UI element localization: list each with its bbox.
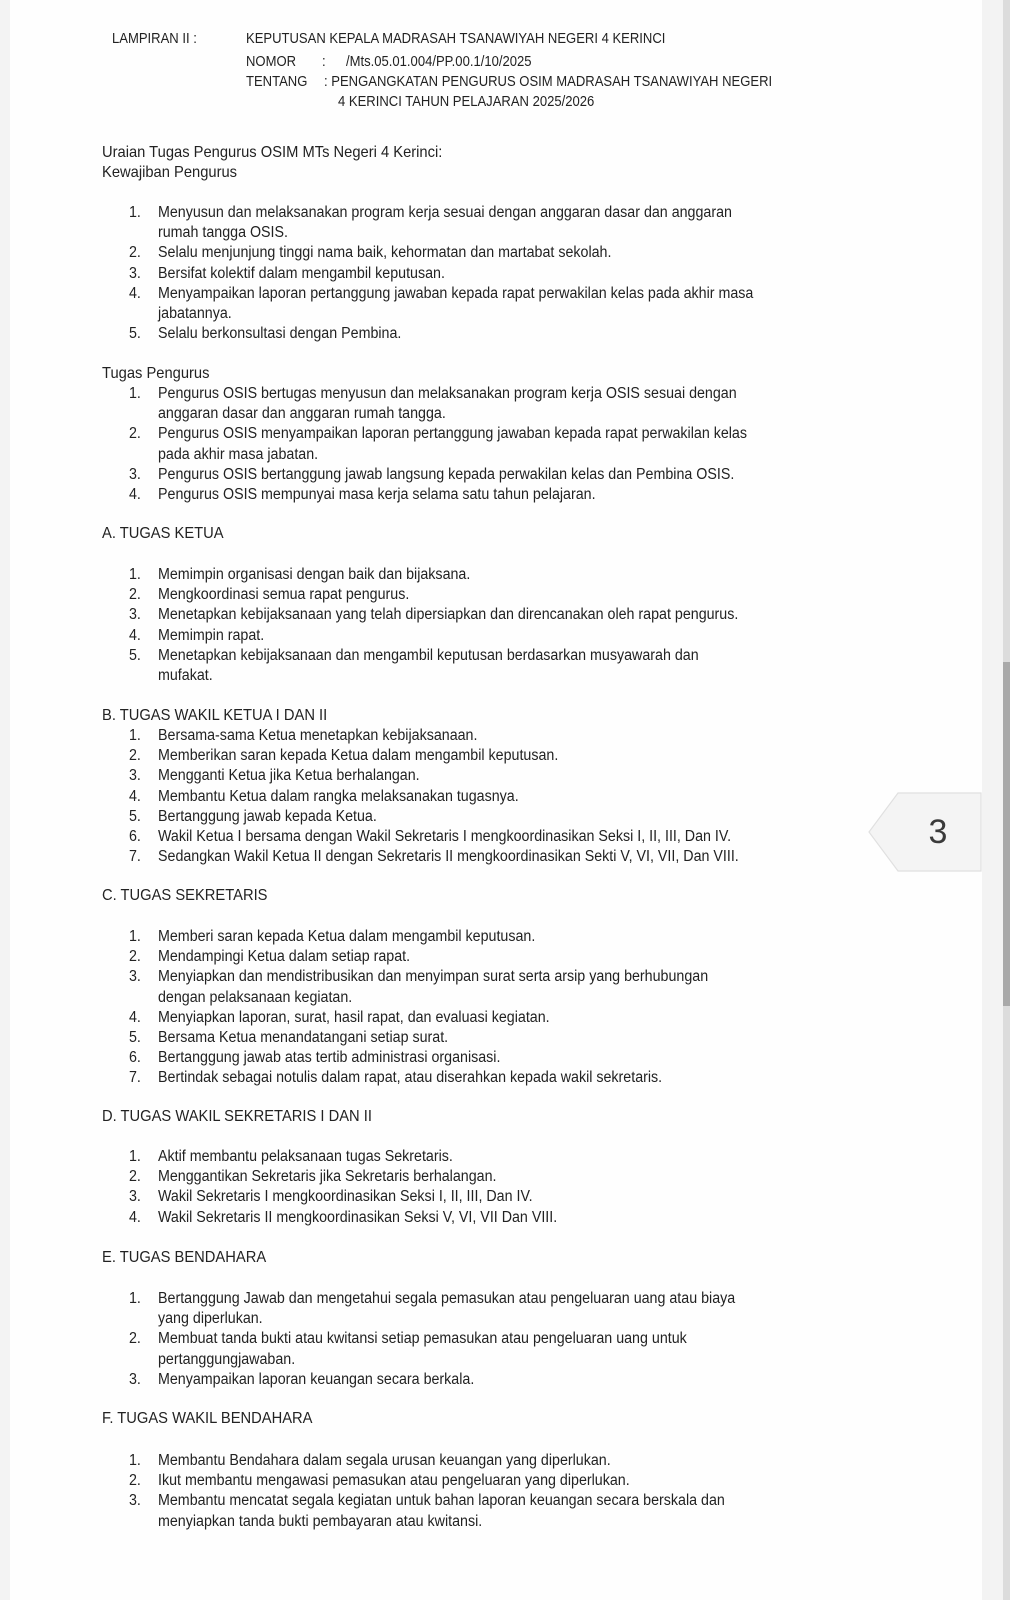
list-item-number: 5.: [129, 325, 141, 343]
list-item-number: 2.: [129, 747, 141, 765]
intro-title: Uraian Tugas Pengurus OSIM MTs Negeri 4 Kerinci:: [102, 144, 443, 161]
list-item-number: 3.: [129, 1492, 141, 1510]
tentang-label: TENTANG: [246, 74, 308, 90]
list-item-text: Mendampingi Ketua dalam setiap rapat.: [158, 948, 411, 966]
list-item-text: Bertanggung jawab atas tertib administrasi organisasi.: [158, 1049, 501, 1067]
list-item-number: 1.: [129, 385, 141, 402]
list-item-text: Bertanggung jawab kepada Ketua.: [158, 807, 377, 825]
list-item-number: 5.: [129, 807, 141, 825]
tentang-value-line1: : PENGANGKATAN PENGURUS OSIM MADRASAH TSANAWIYAH NEGERI: [324, 74, 773, 90]
list-item-number: 3.: [129, 968, 141, 986]
list-item-text: Memberikan saran kepada Ketua dalam mengambil keputusan.: [158, 747, 559, 765]
section-b-title: B. TUGAS WAKIL KETUA I DAN II: [102, 707, 328, 724]
list-item-text: Menyiapkan laporan, surat, hasil rapat, dan evaluasi kegiatan.: [158, 1008, 550, 1026]
list-item-text: Menyampaikan laporan keuangan secara berkala.: [158, 1370, 475, 1388]
list-item-text: Membantu mencatat segala kegiatan untuk bahan laporan keuangan secara berskala dan: [158, 1492, 725, 1510]
tugas-pengurus-title: Tugas Pengurus: [102, 365, 210, 382]
list-item-text: Ikut membantu mengawasi pemasukan atau pengeluaran yang diperlukan.: [158, 1472, 630, 1490]
list-item-text: Membantu Bendahara dalam segala urusan keuangan yang diperlukan.: [158, 1452, 611, 1469]
list-item-number: 1.: [129, 566, 141, 583]
list-item-number: 2.: [129, 1168, 141, 1186]
list-item-text: Pengurus OSIS mempunyai masa kerja selama satu tahun pelajaran.: [158, 486, 596, 503]
list-item-number: 1.: [129, 1148, 141, 1165]
list-item-number: 1.: [129, 204, 141, 221]
list-item-text: Bersama-sama Ketua menetapkan kebijaksanaan.: [158, 727, 478, 744]
list-item-text: Memberi saran kepada Ketua dalam mengambil keputusan.: [158, 928, 536, 945]
list-item-number: 2.: [129, 948, 141, 966]
list-item-text: Memimpin rapat.: [158, 626, 265, 644]
list-item-number: 2.: [129, 244, 141, 262]
list-item-text: yang diperlukan.: [158, 1310, 263, 1328]
keputusan-title: KEPUTUSAN KEPALA MADRASAH TSANAWIYAH NEGERI 4 KERINCI: [246, 31, 666, 47]
list-item-text: Selalu menjunjung tinggi nama baik, kehormatan dan martabat sekolah.: [158, 244, 612, 262]
list-item-number: 2.: [129, 1330, 141, 1348]
nomor-label: NOMOR: [246, 54, 297, 70]
list-item-number: 7.: [129, 848, 141, 866]
section-d-title: D. TUGAS WAKIL SEKRETARIS I DAN II: [102, 1108, 372, 1125]
list-item-text: Membantu Ketua dalam rangka melaksanakan tugasnya.: [158, 787, 519, 805]
nomor-value: /Mts.05.01.004/PP.00.1/10/2025: [346, 54, 532, 70]
list-item-number: 5.: [129, 646, 141, 664]
list-item-text: rumah tangga OSIS.: [158, 224, 289, 242]
list-item-text: Memimpin organisasi dengan baik dan bijaksana.: [158, 566, 471, 583]
list-item-text: mufakat.: [158, 667, 213, 684]
list-item-number: 2.: [129, 586, 141, 604]
list-item-number: 1.: [129, 727, 141, 744]
nomor-colon: :: [322, 54, 326, 70]
list-item-text: Sedangkan Wakil Ketua II dengan Sekretaris II mengkoordinasikan Sekti V, VI, VII, Dan VIII.: [158, 848, 739, 866]
list-item-number: 2.: [129, 1472, 141, 1490]
list-item-number: 1.: [129, 928, 141, 945]
list-item-text: Pengurus OSIS bertanggung jawab langsung kepada perwakilan kelas dan Pembina OSIS.: [158, 465, 735, 483]
list-item-text: Membuat tanda bukti atau kwitansi setiap pemasukan atau pengeluaran uang untuk: [158, 1330, 687, 1348]
tentang-value-line2: 4 KERINCI TAHUN PELAJARAN 2025/2026: [338, 94, 595, 110]
list-item-text: Wakil Sekretaris I mengkoordinasikan Seksi I, II, III, Dan IV.: [158, 1188, 533, 1206]
list-item-number: 6.: [129, 828, 141, 845]
list-item-number: 7.: [129, 1069, 141, 1087]
list-item-number: 5.: [129, 1029, 141, 1046]
list-item-text: Menyampaikan laporan pertanggung jawaban kepada rapat perwakilan kelas pada akhir masa: [158, 284, 754, 302]
list-item-number: 2.: [129, 425, 141, 443]
section-f-title: F. TUGAS WAKIL BENDAHARA: [102, 1410, 313, 1427]
list-item-text: Bersama Ketua menandatangani setiap surat.: [158, 1029, 449, 1046]
list-item-text: pada akhir masa jabatan.: [158, 445, 319, 463]
list-item-number: 1.: [129, 1290, 141, 1307]
list-item-text: jabatannya.: [158, 305, 232, 322]
list-item-text: Bertanggung Jawab dan mengetahui segala pemasukan atau pengeluaran uang atau biaya: [158, 1290, 736, 1307]
list-item-number: 4.: [129, 1208, 141, 1226]
list-item-text: Menyiapkan dan mendistribusikan dan menyimpan surat serta arsip yang berhubungan: [158, 968, 709, 986]
list-item-text: menyiapkan tanda bukti pembayaran atau kwitansi.: [158, 1512, 483, 1530]
list-item-number: 3.: [129, 1188, 141, 1206]
scrollbar-thumb[interactable]: [1003, 662, 1010, 1006]
section-a-title: A. TUGAS KETUA: [102, 525, 224, 542]
list-item-text: dengan pelaksanaan kegiatan.: [158, 988, 353, 1006]
section-c-title: C. TUGAS SEKRETARIS: [102, 887, 268, 904]
intro-subtitle: Kewajiban Pengurus: [102, 164, 238, 181]
list-item-text: Bertindak sebagai notulis dalam rapat, atau diserahkan kepada wakil sekretaris.: [158, 1069, 663, 1087]
list-item-text: Wakil Ketua I bersama dengan Wakil Sekretaris I mengkoordinasikan Seksi I, II, III, Dan IV.: [158, 828, 732, 845]
list-item-number: 3.: [129, 465, 141, 483]
lampiran-label: LAMPIRAN II :: [112, 31, 197, 47]
list-item-text: Pengurus OSIS bertugas menyusun dan melaksanakan program kerja OSIS sesuai dengan: [158, 385, 737, 402]
list-item-number: 3.: [129, 606, 141, 624]
list-item-number: 3.: [129, 767, 141, 785]
list-item-text: Pengurus OSIS menyampaikan laporan pertanggung jawaban kepada rapat perwakilan kelas: [158, 425, 748, 443]
list-item-text: Selalu berkonsultasi dengan Pembina.: [158, 325, 402, 343]
list-item-text: Menetapkan kebijaksanaan dan mengambil keputusan berdasarkan musyawarah dan: [158, 646, 699, 664]
list-item-text: Menetapkan kebijaksanaan yang telah dipersiapkan dan direncanakan oleh rapat pengurus.: [158, 606, 739, 624]
list-item-number: 6.: [129, 1049, 141, 1067]
list-item-number: 4.: [129, 284, 141, 302]
list-item-text: Mengganti Ketua jika Ketua berhalangan.: [158, 767, 420, 785]
list-item-text: Mengkoordinasi semua rapat pengurus.: [158, 586, 410, 604]
list-item-number: 3.: [129, 1370, 141, 1388]
page-number-indicator[interactable]: [868, 792, 982, 872]
list-item-text: Bersifat kolektif dalam mengambil keputusan.: [158, 264, 445, 282]
list-item-number: 4.: [129, 626, 141, 644]
list-item-number: 3.: [129, 264, 141, 282]
list-item-number: 4.: [129, 787, 141, 805]
list-item-text: Menyusun dan melaksanakan program kerja sesuai dengan anggaran dasar dan anggaran: [158, 204, 732, 221]
list-item-text: anggaran dasar dan anggaran rumah tangga.: [158, 405, 446, 423]
list-item-text: Menggantikan Sekretaris jika Sekretaris berhalangan.: [158, 1168, 497, 1186]
section-e-title: E. TUGAS BENDAHARA: [102, 1249, 267, 1266]
list-item-text: Wakil Sekretaris II mengkoordinasikan Seksi V, VI, VII Dan VIII.: [158, 1208, 558, 1226]
list-item-number: 4.: [129, 1008, 141, 1026]
list-item-text: pertanggungjawaban.: [158, 1350, 296, 1368]
list-item-number: 1.: [129, 1452, 141, 1469]
list-item-number: 4.: [129, 486, 141, 503]
list-item-text: Aktif membantu pelaksanaan tugas Sekretaris.: [158, 1148, 453, 1165]
page-number: 3: [928, 813, 948, 851]
